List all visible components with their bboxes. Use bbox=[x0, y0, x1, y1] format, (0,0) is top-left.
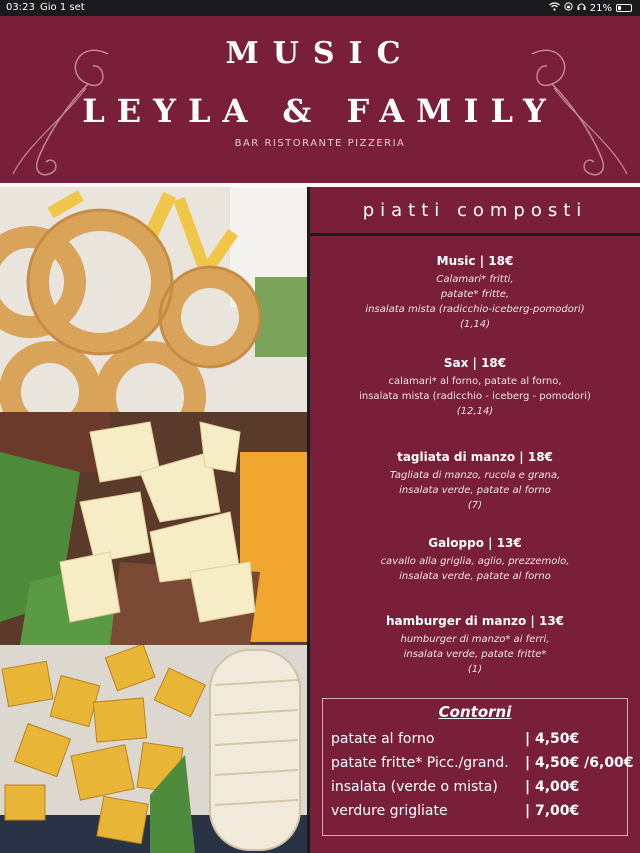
dish-description: humburger di manzo* ai ferri, bbox=[400, 634, 550, 645]
menu-panel bbox=[310, 236, 640, 853]
dish-description: patate* fritte, bbox=[440, 289, 510, 300]
dish-name: Music | 18€ bbox=[436, 254, 514, 268]
dish-description: insalata verde, patate fritte* bbox=[403, 649, 547, 660]
dish-music bbox=[310, 254, 640, 332]
dish-name: Sax | 18€ bbox=[443, 356, 507, 370]
status-time: 03:23 bbox=[6, 2, 35, 13]
section-title: piatti composti bbox=[310, 187, 640, 233]
contorno-name: insalata (verde o mista) bbox=[331, 779, 498, 795]
dish-description: cavallo alla griglia, aglio, prezzemolo, bbox=[380, 556, 570, 567]
dish-description: insalata mista (radicchio-iceberg-pomodori) bbox=[365, 304, 585, 315]
battery-icon bbox=[616, 4, 632, 12]
photo-squid-and-potatoes bbox=[0, 645, 307, 853]
dish-description: insalata mista (radicchio - iceberg - pomodori) bbox=[359, 391, 591, 402]
contorno-price: | 4,00€ bbox=[525, 779, 580, 795]
dish-sax bbox=[310, 356, 640, 419]
contorno-price: | 7,00€ bbox=[525, 803, 580, 819]
dish-allergens: (7) bbox=[467, 500, 483, 511]
contorno-name: patate fritte* Picc./grand. bbox=[331, 755, 509, 771]
dish-description: calamari* al forno, patate al forno, bbox=[388, 376, 562, 387]
dish-allergens: (12,14) bbox=[456, 406, 494, 417]
photo-tagliata-di-manzo bbox=[0, 412, 307, 645]
dish-hamburger-di-manzo bbox=[310, 614, 640, 677]
dish-tagliata-di-manzo bbox=[310, 450, 640, 513]
dish-allergens: (1,14) bbox=[459, 319, 491, 330]
contorno-price: | 4,50€ bbox=[525, 731, 580, 747]
dish-description: insalata verde, patate al forno bbox=[399, 571, 551, 582]
battery-percent: 21% bbox=[589, 2, 612, 14]
logo-title-music: MUSIC bbox=[225, 36, 415, 71]
dish-allergens: (1) bbox=[467, 664, 483, 675]
restaurant-header bbox=[0, 16, 640, 183]
dish-description: Calamari* fritti, bbox=[436, 274, 514, 285]
logo-title-leyla-family: LEYLA & FAMILY bbox=[82, 92, 558, 130]
dish-galoppo bbox=[310, 536, 640, 584]
contorno-name: patate al forno bbox=[331, 731, 435, 747]
photo-fried-calamari bbox=[0, 187, 307, 412]
status-date: Gio 1 set bbox=[40, 2, 85, 13]
headphones-icon bbox=[577, 2, 586, 14]
contorno-name: verdure grigliate bbox=[331, 803, 448, 819]
wifi-icon bbox=[549, 2, 560, 14]
dish-name: hamburger di manzo | 13€ bbox=[385, 614, 565, 628]
status-icons bbox=[549, 2, 632, 14]
dish-description: insalata verde, patate al forno bbox=[399, 485, 551, 496]
status-bar bbox=[0, 0, 640, 16]
contorno-price: | 4,50€ /6,00€ bbox=[525, 755, 634, 771]
dish-name: tagliata di manzo | 18€ bbox=[397, 450, 553, 464]
lock-rotation-icon bbox=[564, 2, 573, 14]
contorni-box bbox=[322, 698, 634, 836]
contorni-title: Contorni bbox=[438, 703, 512, 721]
dish-name: Galoppo | 13€ bbox=[428, 536, 522, 550]
logo-subtitle: BAR RISTORANTE PIZZERIA bbox=[234, 138, 406, 149]
dish-description: Tagliata di manzo, rucola e grana, bbox=[389, 470, 561, 481]
